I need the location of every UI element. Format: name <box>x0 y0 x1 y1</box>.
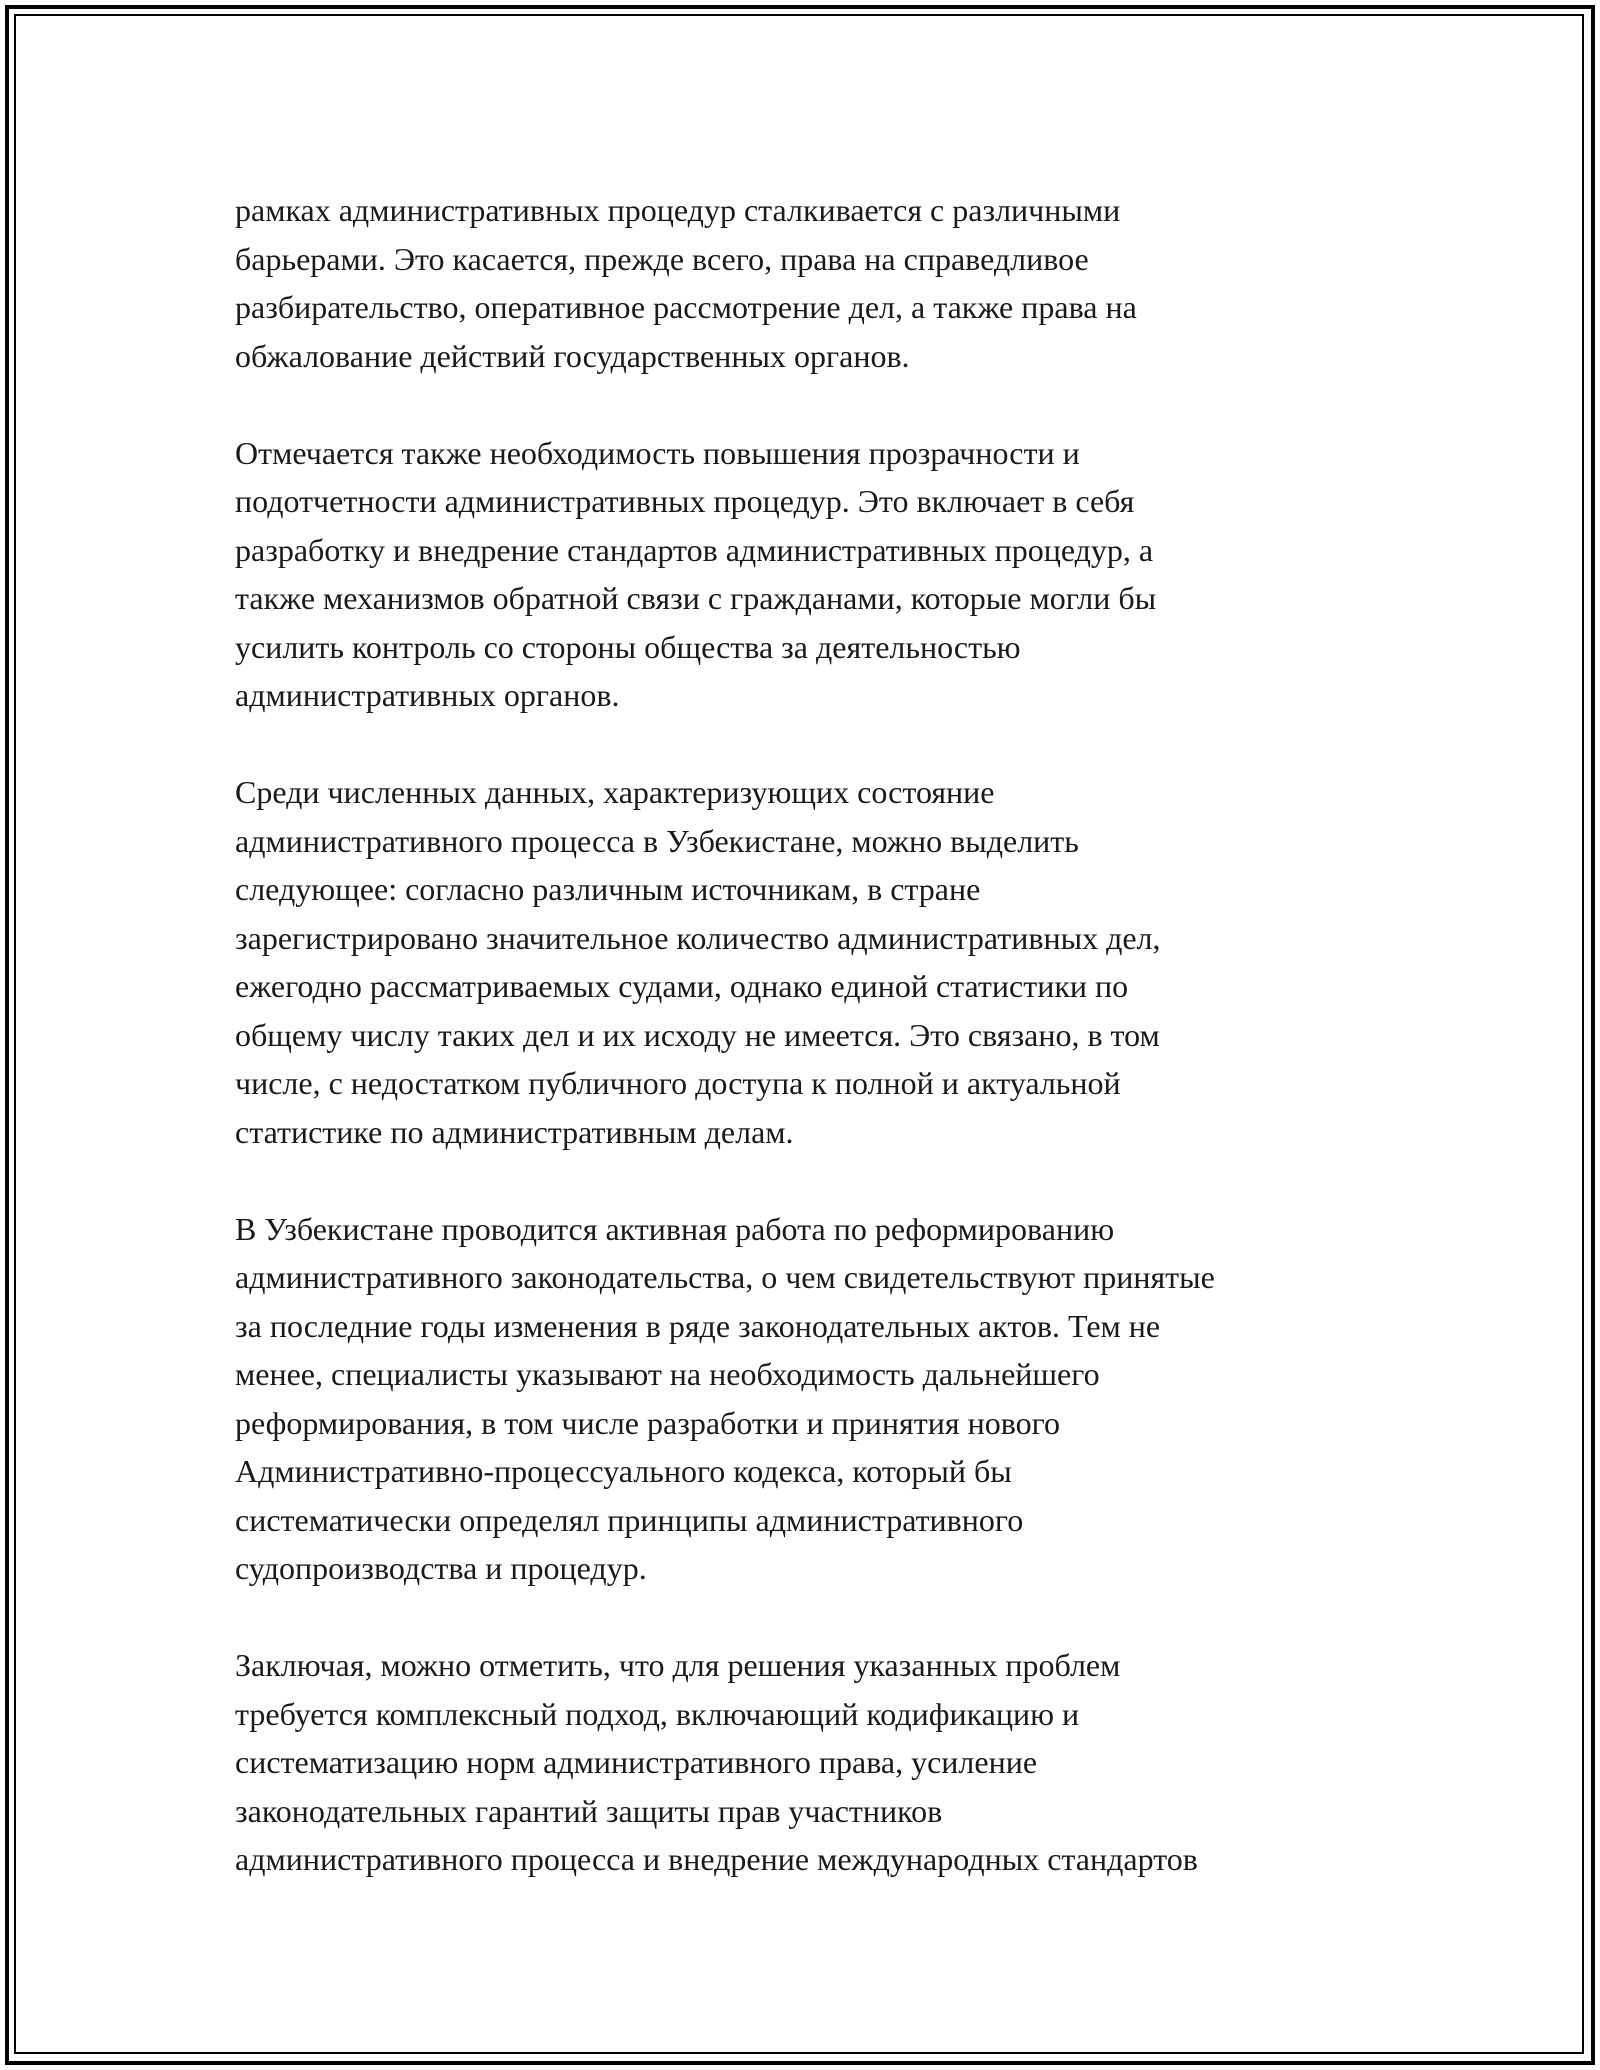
paragraph-1: рамках административных процедур сталкивается с различными барьерами. Это касается, прежде всего, права на справедливое разбирательство, оперативное рассмотрение дел, а также права на обжалование действий государственных органов. <box>235 192 1137 374</box>
paragraph-3: Среди численных данных, характеризующих состояние административного процесса в Узбекистане, можно выделить следующее: согласно различным источникам, в стране зарегистрировано значительное количество административных дел, ежегодно рассматриваемых судами, однако единой статистики по общему числу таких дел и их исходу не имеется. Это связано, в том числе, с недостатком публичного доступа к полной и актуальной статистике по административным делам. <box>235 774 1161 1150</box>
paragraph-5: Заключая, можно отметить, что для решения указанных проблем требуется комплексный подход, включающий кодификацию и систематизацию норм административного права, усиление законодательных гарантий защиты прав участников административного процесса и внедрение международных стандартов <box>235 1647 1198 1877</box>
paragraph-2: Отмечается также необходимость повышения прозрачности и подотчетности административных процедур. Это включает в себя разработку и внедрение стандартов административных процедур, а также механизмов обратной связи с гражданами, которые могли бы усилить контроль со стороны общества за деятельностью административных органов. <box>235 434 1157 713</box>
paragraph-4: В Узбекистане проводится активная работа по реформированию административного законодательства, о чем свидетельствуют принятые за последние годы изменения в ряде законодательных актов. Тем не менее, специалисты указывают на необходимость дальнейшего реформирования, в том числе разработки и принятия нового Административно-процессуального кодекса, который бы систематически определял принципы административного судопроизводства и процедур. <box>235 1210 1215 1586</box>
document-body <box>235 186 1375 1884</box>
